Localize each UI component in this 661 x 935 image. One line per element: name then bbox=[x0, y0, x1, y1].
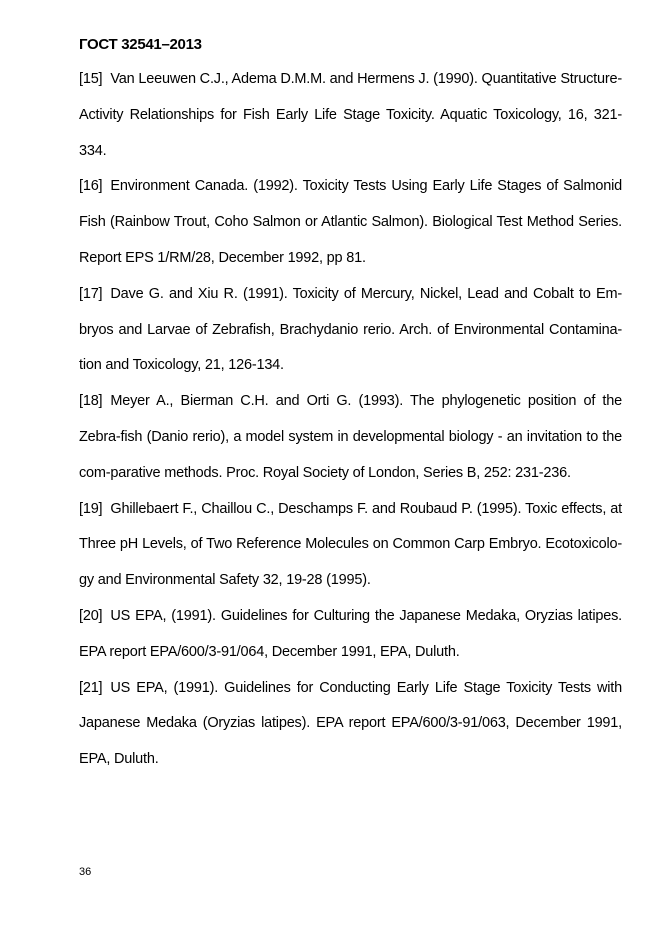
reference-text: Meyer A., Bierman C.H. and Orti G. (1993). The phylogenetic position of the Zebra-fish (Danio rerio), a model system in developmental biology - an invitation to the com-parative methods. Proc. Royal Society of London, Series B, 252: 231-236. bbox=[79, 393, 622, 481]
reference-item-16 bbox=[79, 169, 622, 276]
reference-number: [19] bbox=[79, 500, 103, 517]
reference-text: Ghillebaert F., Chaillou C., Deschamps F. and Roubaud P. (1995). Toxic effects, at Three pH Levels, of Two Reference Molecules on Common Carp Embryo. Ecotoxicolo-gy and Environmental Safety 32, 19-28 (1995). bbox=[79, 500, 622, 589]
reference-item-18 bbox=[79, 384, 622, 491]
reference-text: Van Leeuwen C.J., Adema D.M.M. and Hermens J. (1990). Quantitative Structure-Activity Relationships for Fish Early Life Stage Toxicity. Aquatic Toxicology, 16, 321-334. bbox=[79, 71, 622, 159]
reference-number: [15] bbox=[79, 71, 103, 87]
reference-item-19 bbox=[79, 492, 622, 599]
reference-text: Dave G. and Xiu R. (1991). Toxicity of Mercury, Nickel, Lead and Cobalt to Em-bryos and Larvae of Zebrafish, Brachydanio rerio. Arch. of Environmental Contamina-tion and Toxicology, 21, 126-134. bbox=[79, 285, 622, 374]
reference-item-20 bbox=[79, 599, 622, 671]
reference-item-21 bbox=[79, 671, 622, 778]
reference-text: US EPA, (1991). Guidelines for Culturing the Japanese Medaka, Oryzias latipes. EPA report EPA/600/3-91/064, December 1991, EPA, Duluth. bbox=[79, 607, 622, 660]
reference-item-15 bbox=[79, 62, 622, 169]
reference-list bbox=[79, 62, 622, 778]
document-header: ГОСТ 32541–2013 bbox=[79, 36, 202, 53]
reference-number: [21] bbox=[79, 679, 103, 696]
reference-number: [17] bbox=[79, 285, 103, 302]
reference-item-17 bbox=[79, 277, 622, 384]
reference-text: Environment Canada. (1992). Toxicity Tests Using Early Life Stages of Salmonid Fish (Rainbow Trout, Coho Salmon or Atlantic Salmon). Biological Test Method Series. Report EPS 1/RM/28, December 1992, pp 81. bbox=[79, 178, 622, 266]
reference-number: [20] bbox=[79, 607, 103, 624]
reference-number: [16] bbox=[79, 178, 103, 195]
reference-text: US EPA, (1991). Guidelines for Conducting Early Life Stage Toxicity Tests with Japanese Medaka (Oryzias latipes). EPA report EPA/600/3-91/063, December 1991, EPA, Duluth. bbox=[79, 679, 622, 768]
page-number: 36 bbox=[79, 866, 92, 878]
reference-number: [18] bbox=[79, 393, 103, 410]
